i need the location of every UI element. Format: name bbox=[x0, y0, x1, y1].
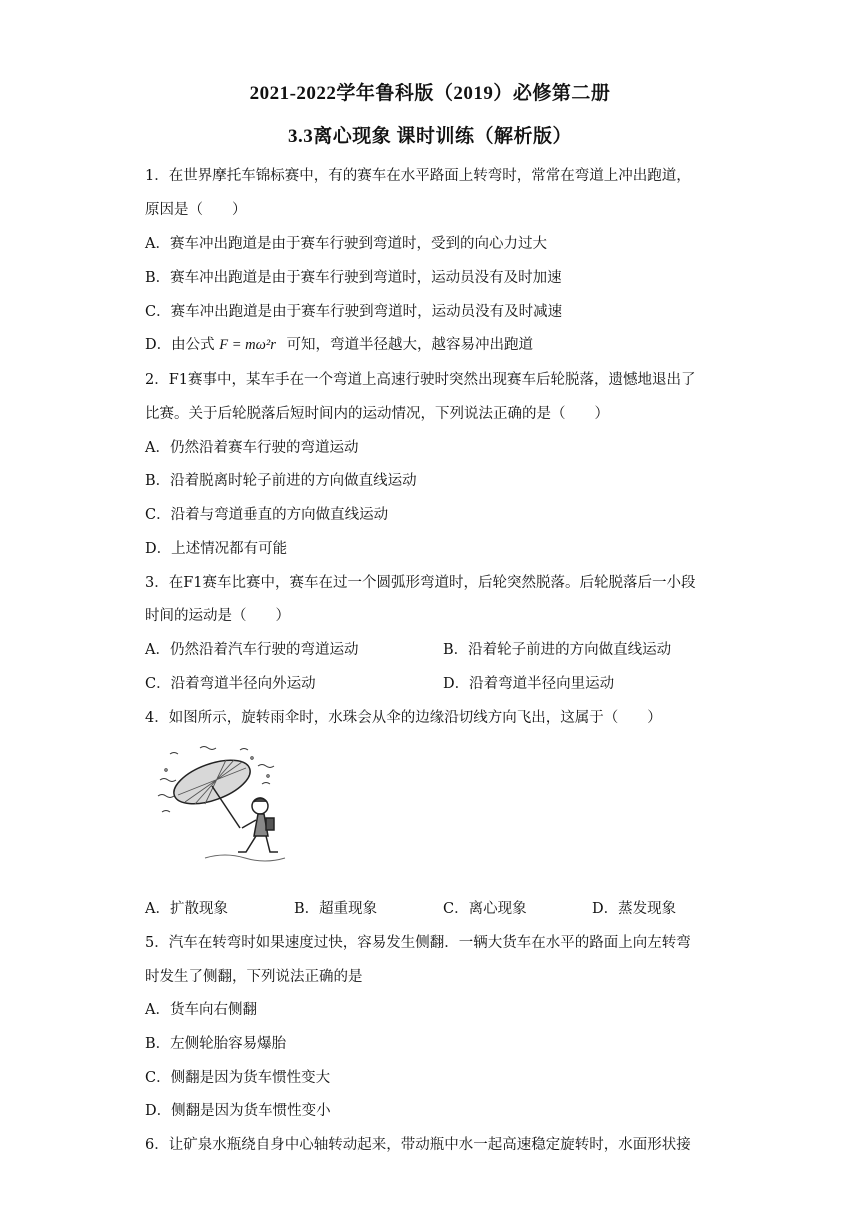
child-figure-icon bbox=[238, 798, 278, 852]
q2-option-b: B．沿着脱离时轮子前进的方向做直线运动 bbox=[145, 473, 417, 489]
q2-option-a: A．仍然沿着赛车行驶的弯道运动 bbox=[145, 440, 359, 456]
q1-option-b: B．赛车冲出跑道是由于赛车行驶到弯道时，运动员没有及时加速 bbox=[145, 270, 562, 286]
q2-stem-line-1: 2．F1赛事中，某车手在一个弯道上高速行驶时突然出现赛车后轮脱落，遗憾地退出了 bbox=[145, 372, 696, 388]
q1-stem-line-2: 原因是（ ） bbox=[145, 202, 247, 218]
q1-option-d-prefix: D．由公式 bbox=[145, 337, 215, 353]
q6-stem-line-1: 6．让矿泉水瓶绕自身中心轴转动起来，带动瓶中水一起高速稳定旋转时，水面形状接 bbox=[145, 1137, 691, 1153]
q2-stem-line-2: 比赛。关于后轮脱落后短时间内的运动情况，下列说法正确的是（ ） bbox=[145, 406, 609, 422]
title-line-2: 3.3离心现象 课时训练（解析版） bbox=[287, 126, 572, 147]
q3-stem-line-2: 时间的运动是（ ） bbox=[145, 608, 290, 624]
q2-option-d: D．上述情况都有可能 bbox=[145, 541, 288, 557]
q4-option-a: A．扩散现象 bbox=[145, 901, 228, 917]
q4-option-b: B．超重现象 bbox=[294, 901, 378, 917]
q2-option-c: C．沿着与弯道垂直的方向做直线运动 bbox=[145, 507, 389, 523]
q4-stem: 4．如图所示，旋转雨伞时，水珠会从伞的边缘沿切线方向飞出，这属于（ ） bbox=[145, 710, 662, 726]
q1-option-d bbox=[145, 333, 533, 354]
q4-option-d: D．蒸发现象 bbox=[592, 901, 677, 917]
q1-option-c: C．赛车冲出跑道是由于赛车行驶到弯道时，运动员没有及时减速 bbox=[145, 304, 563, 320]
q3-option-a: A．仍然沿着汽车行驶的弯道运动 bbox=[145, 642, 359, 658]
q5-stem-line-1: 5．汽车在转弯时如果速度过快，容易发生侧翻．一辆大货车在水平的路面上向左转弯 bbox=[145, 935, 691, 951]
q5-option-a: A．货车向右侧翻 bbox=[145, 1002, 257, 1018]
q1-option-a: A．赛车冲出跑道是由于赛车行驶到弯道时，受到的向心力过大 bbox=[145, 236, 547, 252]
q4-option-c: C．离心现象 bbox=[443, 901, 527, 917]
q3-option-d: D．沿着弯道半径向里运动 bbox=[443, 676, 615, 692]
q5-option-b: B．左侧轮胎容易爆胎 bbox=[145, 1036, 287, 1052]
q3-option-c: C．沿着弯道半径向外运动 bbox=[145, 676, 316, 692]
q1-option-d-suffix: 可知，弯道半径越大，越容易冲出跑道 bbox=[286, 337, 533, 353]
q3-option-b: B．沿着轮子前进的方向做直线运动 bbox=[443, 642, 672, 658]
umbrella-figure bbox=[150, 740, 300, 870]
q1-stem-line-1: 1．在世界摩托车锦标赛中，有的赛车在水平路面上转弯时，常常在弯道上冲出跑道， bbox=[145, 168, 691, 184]
umbrella-canopy-icon bbox=[168, 751, 255, 812]
q5-stem-line-2: 时发生了侧翻，下列说法正确的是 bbox=[145, 969, 363, 985]
q5-option-c: C．侧翻是因为货车惯性变大 bbox=[145, 1070, 331, 1086]
title-line-1: 2021-2022学年鲁科版（2019）必修第二册 bbox=[249, 83, 611, 104]
q1-formula: F = mω²r bbox=[219, 337, 276, 353]
q5-option-d: D．侧翻是因为货车惯性变小 bbox=[145, 1103, 331, 1119]
q3-stem-line-1: 3．在F1赛车比赛中，赛车在过一个圆弧形弯道时，后轮突然脱落。后轮脱落后一小段 bbox=[145, 575, 696, 591]
